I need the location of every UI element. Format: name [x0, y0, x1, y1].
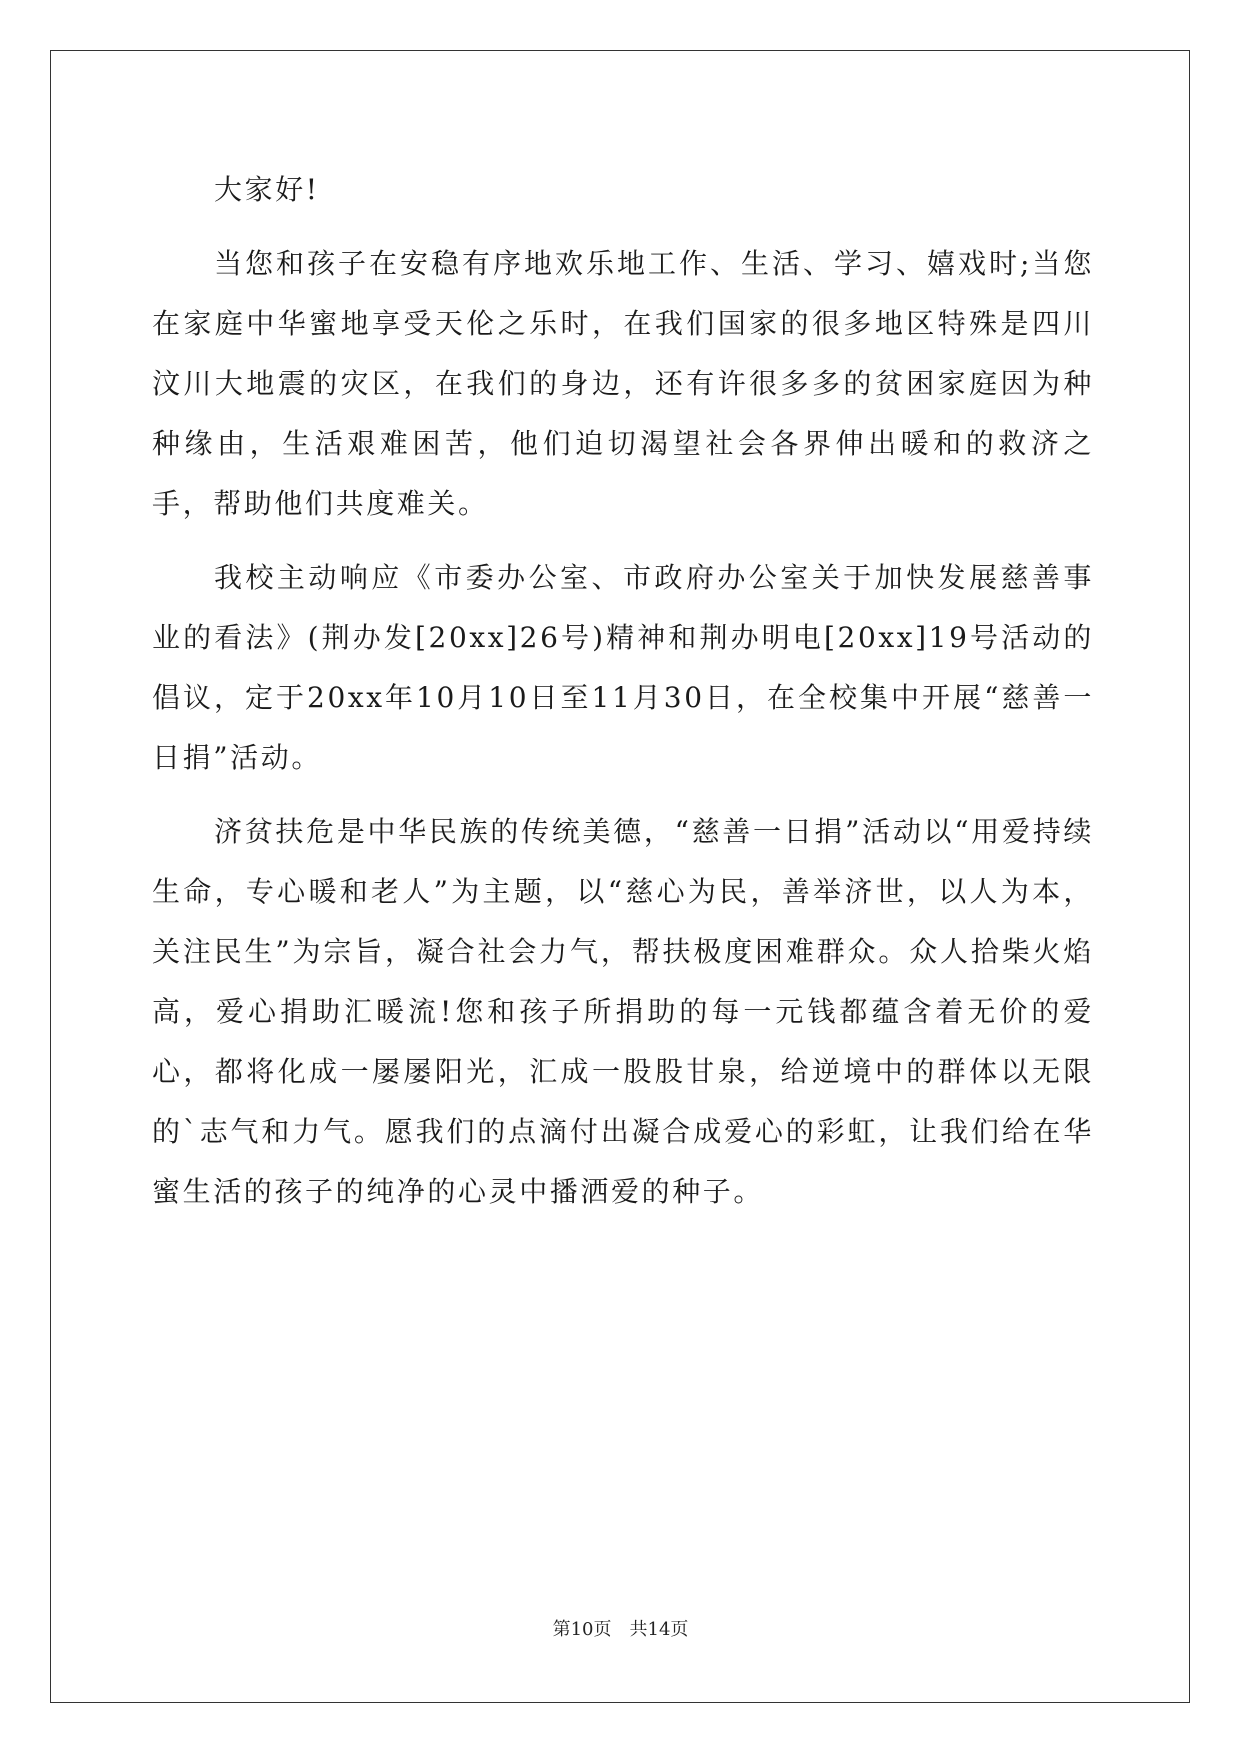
page-footer	[0, 1618, 1241, 1642]
page-number: 第10页	[552, 1619, 612, 1640]
document-body	[152, 160, 1094, 1222]
paragraph-appeal-intro: 当您和孩子在安稳有序地欢乐地工作、生活、学习、嬉戏时;当您在家庭中华蜜地享受天伦之乐时，在我们国家的很多地区特殊是四川汶川大地震的灾区，在我们的身边，还有许很多多的贫困家庭因为种种缘由，生活艰难困苦，他们迫切渴望社会各界伸出暖和的救济之手，帮助他们共度难关。	[152, 247, 1094, 520]
paragraph-charity-theme: 济贫扶危是中华民族的传统美德，“慈善一日捐”活动以“用爱持续生命，专心暖和老人”为主题，以“慈心为民，善举济世，以人为本，关注民生”为宗旨，凝合社会力气，帮扶极度困难群众。众人拾柴火焰高，爱心捐助汇暖流!您和孩子所捐助的每一元钱都蕴含着无价的爱心，都将化成一屡屡阳光，汇成一股股甘泉，给逆境中的群体以无限的`志气和力气。愿我们的点滴付出凝合成爱心的彩虹，让我们给在华蜜生活的孩子的纯净的心灵中播洒爱的种子。	[152, 815, 1094, 1208]
page-total: 共14页	[629, 1619, 689, 1640]
paragraph-school-notice: 我校主动响应《市委办公室、市政府办公室关于加快发展慈善事业的看法》(荆办发[20xx]26号)精神和荆办明电[20xx]19号活动的倡议，定于20xx年10月10日至11月30日，在全校集中开展“慈善一日捐”活动。	[152, 561, 1094, 774]
greeting: 大家好!	[214, 173, 320, 206]
